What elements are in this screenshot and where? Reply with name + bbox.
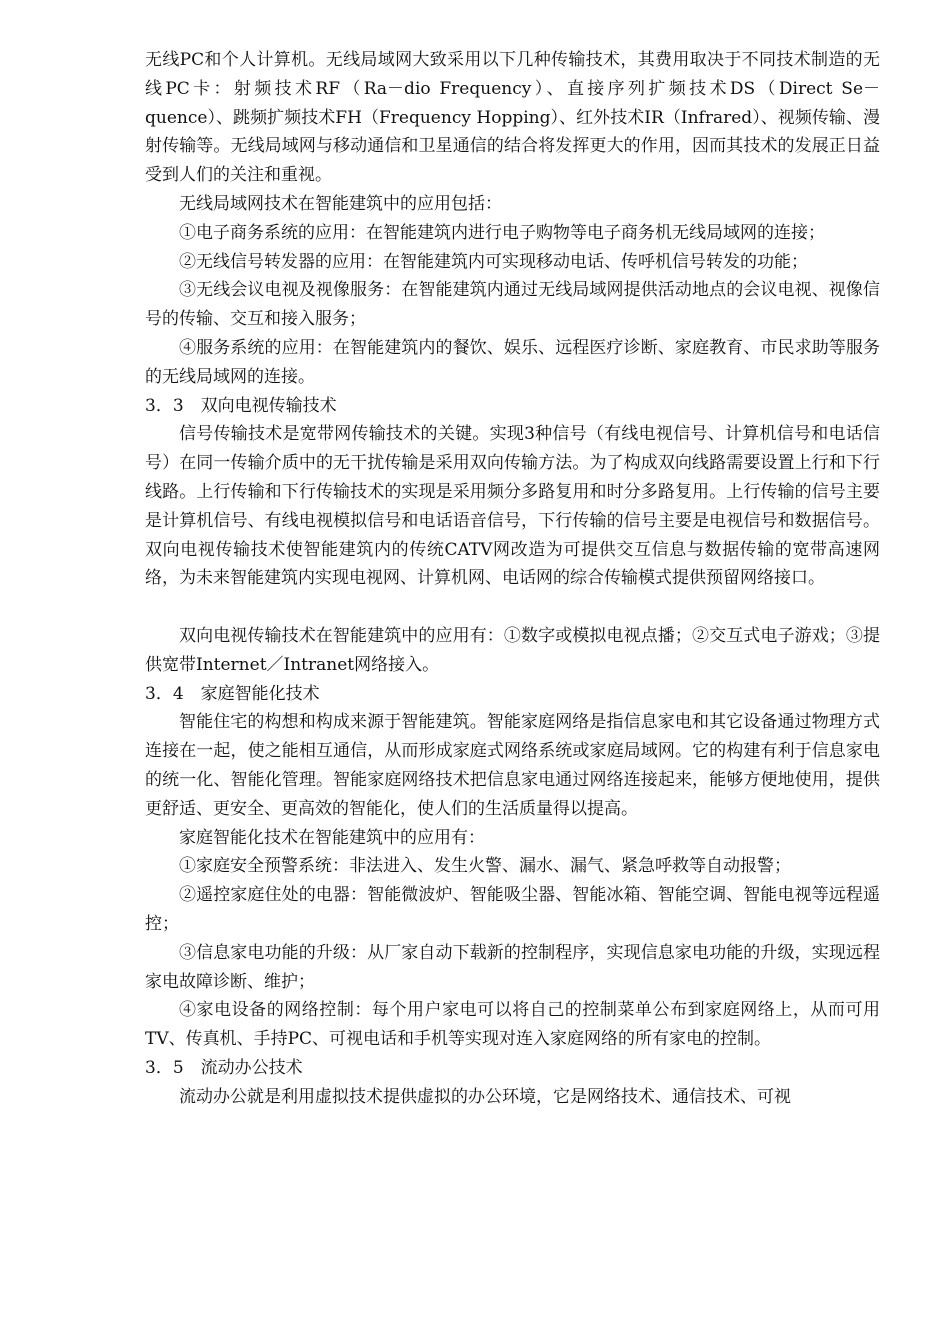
list-item: ④家电设备的网络控制：每个用户家电可以将自己的控制菜单公布到家庭网络上，从而可用TV、传真机、手持PC、可视电话和手机等实现对连入家庭网络的所有家电的控制。 <box>145 1000 880 1050</box>
paragraph: 双向电视传输技术在智能建筑中的应用有：①数字或模拟电视点播；②交互式电子游戏；③提供宽带Internet／Intranet网络接入。 <box>145 625 880 675</box>
list-item: ③信息家电功能的升级：从厂家自动下载新的控制程序，实现信息家电功能的升级，实现远程家电故障诊断、维护； <box>145 942 880 992</box>
paragraph: 无线PC和个人计算机。无线局域网大致采用以下几种传输技术，其费用取决于不同技术制造的无线PC卡：射频技术RF（Ra－dio Frequency）、直接序列扩频技术DS（Direct Se－quence）、跳频扩频技术FH（Frequency Hopping）、红外技术IR（Infrared）、视频传输、漫射传输等。无线局域网与移动通信和卫星通信的结合将发挥更大的作用，因而其技术的发展正日益受到人们的关注和重视。 <box>145 50 880 186</box>
paragraph: 无线局域网技术在智能建筑中的应用包括： <box>179 193 502 214</box>
list-item: ②无线信号转发器的应用：在智能建筑内可实现移动电话、传呼机信号转发的功能； <box>179 251 808 272</box>
list-item: ①家庭安全预警系统：非法进入、发生火警、漏水、漏气、紧急呼救等自动报警； <box>179 856 791 877</box>
list-item: ②遥控家庭住处的电器：智能微波炉、智能吸尘器、智能冰箱、智能空调、智能电视等远程遥控； <box>145 885 880 934</box>
paragraph: 家庭智能化技术在智能建筑中的应用有： <box>179 827 485 848</box>
section-heading: 3．5 流动办公技术 <box>145 1057 303 1078</box>
paragraph: 流动办公就是利用虚拟技术提供虚拟的办公环境，它是网络技术、通信技术、可视 <box>179 1086 791 1107</box>
section-heading: 3．4 家庭智能化技术 <box>145 683 320 704</box>
list-item: ①电子商务系统的应用：在智能建筑内进行电子购物等电子商务机无线局域网的连接； <box>179 222 825 243</box>
list-item: ③无线会议电视及视像服务：在智能建筑内通过无线局域网提供活动地点的会议电视、视像信号的传输、交互和接入服务； <box>145 280 880 330</box>
section-heading: 3．3 双向电视传输技术 <box>145 395 337 416</box>
list-item: ④服务系统的应用：在智能建筑内的餐饮、娱乐、远程医疗诊断、家庭教育、市民求助等服务的无线局域网的连接。 <box>145 337 880 387</box>
paragraph: 信号传输技术是宽带网传输技术的关键。实现3种信号（有线电视信号、计算机信号和电话信号）在同一传输介质中的无干扰传输是采用双向传输方法。为了构成双向线路需要设置上行和下行线路。上行传输和下行传输技术的实现是采用频分多路复用和时分多路复用。上行传输的信号主要是计算机信号、有线电视模拟信号和电话语音信号，下行传输的信号主要是电视信号和数据信号。双向电视传输技术使智能建筑内的传统CATV网改造为可提供交互信息与数据传输的宽带高速网络，为未来智能建筑内实现电视网、计算机网、电话网的综合传输模式提供预留网络接口。 <box>145 424 880 589</box>
paragraph: 智能住宅的构想和构成来源于智能建筑。智能家庭网络是指信息家电和其它设备通过物理方式连接在一起，使之能相互通信，从而形成家庭式网络系统或家庭局域网。它的构建有利于信息家电的统一化、智能化管理。智能家庭网络技术把信息家电通过网络连接起来，能够方便地使用，提供更舒适、更安全、更高效的智能化，使人们的生活质量得以提高。 <box>145 712 880 819</box>
document-page <box>145 46 880 1111</box>
blank-line <box>145 593 880 622</box>
